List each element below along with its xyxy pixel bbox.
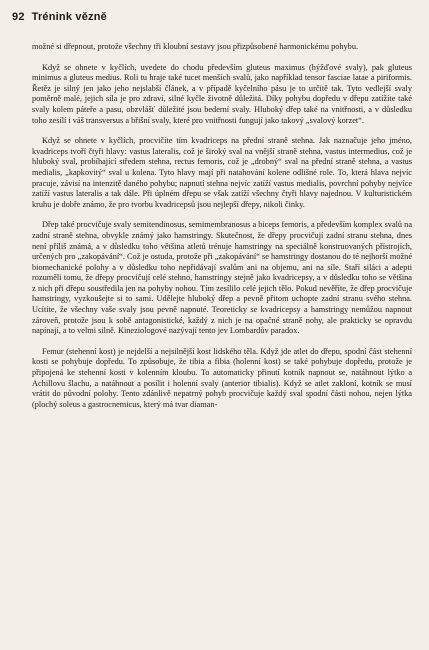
bleed-through-shadow bbox=[413, 66, 417, 83]
paragraph-4: Dřep také procvičuje svaly semitendinosus, semimembranosus a biceps femoris, a především komplex svalů na zadní straně stehna, obvykle známý jako hamstringy. Skutečnost, že dřepy procvičují zadní stranu stehna, dnes není příliš známá, a v důsledku toho většina atletů trénuje hamstringy na speciálně konstruovaných přístrojích, určených pro „zakopávání“. Což je ostuda, protože při „zakopávání“ se hamstringy dostanou do té nejhorší možné biomechanické polohy a v důsledku toho nepřidávají svalům ani na objemu, ani na síle. Staří siláci a adepti rozuměli tomu, že dřepy procvičují celé stehno, hamstringy stejně jako kvadricepsy, a v důsledku toho se většina z nich při dřepu soustředila jen na pohyby nohou. Tím zesílilo celé jejich tělo. Pokud nevěříte, že dřep procvičuje hamstringy, vyzkoušejte si to sami. Udělejte hluboký dřep a pevně přitom uchopte zadní stranu svého stehna. Ucítíte, že všechny vaše svaly jsou pevně napnuté. Teoreticky se kvadricepsy a hamstringy nemůžou napnout zároveň, protože jsou k sobě antagonistické, každý z nich je na opačné straně nohy, ale prakticky se opravdu napínají, a to velmi silně. Kineziologové nazývají tento jev Lombardův paradox. bbox=[32, 220, 412, 336]
paragraph-3: Když se ohnete v kyčlích, procvičíte tím kvadriceps na přední straně stehna. Jak naznačuje jeho jméno, kvadriceps tvoří čtyři hlavy: vastus lateralis, což je široký sval na vnější straně stehna, vastus intermedius, což je hluboký sval, probíhající středem stehna, rectus femoris, což je „drobný“ sval na přední straně stehna, a vastus medialis, „kapkovitý“ sval u kolena. Tyto hlavy mají při natahování kolene odlišné role. To, která hlava nejvíc pracuje, závisí na intenzitě daného pohybu; napnutí stehna nejvíc zatíží vastus medialis, povrchní pohyby nejvíce zatíží vastus lateralis a tak dále. Při úplném dřepu se však zatíží všechny čtyři hlavy najednou. V kulturistickém kruhu je dobře známo, že pro tvorbu kvadricepsů jsou nejlepší dřepy, nikoli činky. bbox=[32, 136, 412, 209]
paragraph-1: možné si dřepnout, protože všechny tři kloubní sestavy jsou přizpůsobené harmonickému pohybu. bbox=[32, 42, 359, 51]
body-text bbox=[32, 42, 412, 420]
book-title: Trénink vězně bbox=[31, 11, 107, 23]
running-header bbox=[12, 11, 107, 23]
page-number: 92 bbox=[12, 11, 25, 23]
paragraph-2: Když se ohnete v kyčlích, uvedete do chodu především gluteus maximus (hýžďové svaly), pak gluteus minimus a gluteus medius. Roli tu hraje také tucet menších svalů, jako například tensor fasciae latae a piriformis. Řetěz je silný jen jako jeho nejslabší článek, a v případě kyčelního pásu je to určitě tak. Tyto vedlejší svaly poměrně malé, jejich síla je pro zdraví, silné kyčle životně důležitá. Díky pohybu dopředu v dřepu zatížíte také svaly kolem páteře a pasu, obzvlášť důležité jsou bederní svaly. Hluboký dřep také na vnitřnosti, a v důsledku toho zesílí i váš transversus a břišní svaly, které pro vnitřnosti fungují jako takový „svalový korzet“. bbox=[32, 62, 412, 125]
paragraph-5: Femur (stehenní kost) je nejdelší a nejsilnější kost lidského těla. Když jde atlet do dřepu, spodní část stehenní kosti se pohybuje dopředu. To způsobuje, že tibia a fibia (holenní kost) se také pohybuje dopředu, protože je připojená ke stehenní kosti v kolenním kloubu. To automaticky přinutí kotník napnout se, natáhnout lýtko a Achillovu šlachu, a natáhnout a posílit i holenní svaly (anterior tibialis). Když se atlet zakloní, kotník se musí vrátit do původní polohy. Tento zdánlivě nepatrný pohyb procvičuje každý sval spodní části nohou, nejen lýtka (plochý soleus a gastrocnemicus, který má tvar diaman- bbox=[32, 346, 412, 409]
